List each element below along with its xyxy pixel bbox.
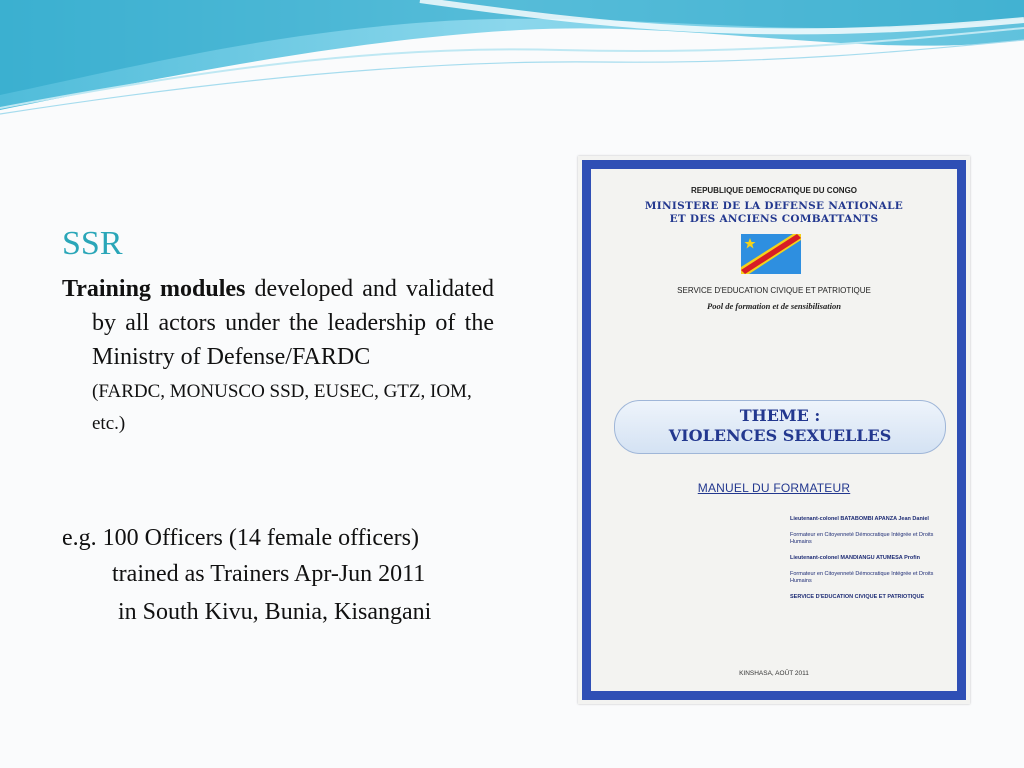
drc-flag-icon: [741, 234, 801, 274]
author-2-name: Lieutenant-colonel MANDIANGU ATUMESA Profin: [790, 555, 920, 561]
cover-theme-box: [614, 400, 946, 454]
cover-ministry-line-2: ET DES ANCIENS COMBATTANTS: [669, 213, 879, 225]
author-1-name: Lieutenant-colonel BATABOMBI APANZA Jean Daniel: [790, 516, 929, 522]
cover-pool: Pool de formation et de sensibilisation: [707, 301, 841, 311]
example-line-2: trained as Trainers Apr-Jun 2011: [112, 561, 426, 587]
training-modules-bullet: [62, 272, 494, 374]
header-wave-decoration: [0, 0, 1024, 120]
example-line-3: in South Kivu, Bunia, Kisangani: [118, 599, 432, 625]
cover-authors: [790, 516, 950, 610]
cover-place-date: KINSHASA, AOÛT 2011: [739, 670, 809, 677]
cover-theme-label: THEME :: [739, 406, 821, 425]
example-line-1: e.g. 100 Officers (14 female officers): [62, 525, 419, 551]
author-1-role: Formateur en Citoyenneté Démocratique Intégrée et Droits Humains: [790, 532, 934, 545]
bullet-bold-text: Training modules: [62, 276, 246, 302]
example-block: [62, 520, 431, 630]
cover-ministry-line-1: MINISTERE DE LA DEFENSE NATIONALE: [644, 200, 904, 212]
actors-note: (FARDC, MONUSCO SSD, EUSEC, GTZ, IOM, etc.): [92, 381, 472, 434]
bullet-rest-text: developed and validated by all actors under the leadership of the Ministry of Defense/FARDC: [92, 276, 494, 370]
manual-cover-image: [578, 156, 970, 704]
author-2-role: Formateur en Citoyenneté Démocratique Intégrée et Droits Humains: [790, 571, 934, 584]
slide-text-area: [62, 222, 494, 440]
cover-service: SERVICE D'EDUCATION CIVIQUE ET PATRIOTIQUE: [677, 286, 871, 295]
cover-ministry: [578, 200, 970, 226]
slide-heading: SSR: [62, 225, 123, 262]
cover-republic: REPUBLIQUE DEMOCRATIQUE DU CONGO: [690, 186, 858, 195]
cover-theme-title: VIOLENCES SEXUELLES: [668, 426, 892, 445]
cover-manual-title: MANUEL DU FORMATEUR: [697, 481, 851, 495]
author-service: SERVICE D'EDUCATION CIVIQUE ET PATRIOTIQUE: [790, 594, 925, 600]
